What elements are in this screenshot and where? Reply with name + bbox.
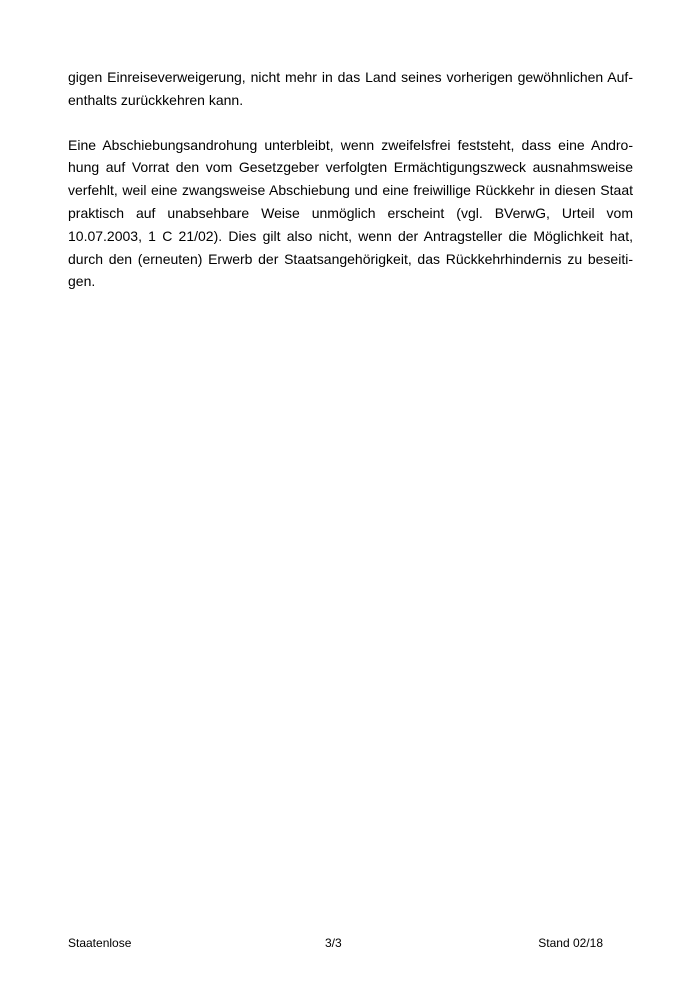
paragraph-line: hung auf Vorrat den vom Gesetzgeber verfolgten Ermächtigungszweck ausnahmsweise — [68, 159, 633, 176]
paragraph-line: Eine Abschiebungsandrohung unterbleibt, wenn zweifelsfrei feststeht, dass eine Andro- — [68, 136, 633, 153]
footer-page-number: 3/3 — [325, 936, 342, 950]
page-footer — [68, 935, 603, 951]
paragraph-line: enthalts zurückkehren kann. — [68, 91, 244, 108]
paragraph-line: gen. — [68, 273, 96, 290]
footer-version-date: Stand 02/18 — [538, 936, 603, 950]
paragraph-line: verfehlt, weil eine zwangsweise Abschiebung und eine freiwillige Rückkehr in diesen Staat — [68, 182, 633, 199]
paragraph-2 — [68, 134, 633, 294]
paragraph-line: gigen Einreiseverweigerung, nicht mehr in das Land seines vorherigen gewöhnlichen Auf- — [68, 69, 633, 85]
paragraph-line: 10.07.2003, 1 C 21/02). Dies gilt also nicht, wenn der Antragsteller die Möglichkeit hat, — [68, 227, 633, 244]
paragraph-line: praktisch auf unabsehbare Weise unmöglich erscheint (vgl. BVerwG, Urteil vom — [68, 204, 633, 221]
footer-document-title: Staatenlose — [68, 936, 132, 950]
paragraph-line: durch den (erneuten) Erwerb der Staatsangehörigkeit, das Rückkehrhindernis zu beseiti- — [68, 250, 633, 267]
document-body — [68, 66, 633, 293]
paragraph-1 — [68, 66, 633, 112]
